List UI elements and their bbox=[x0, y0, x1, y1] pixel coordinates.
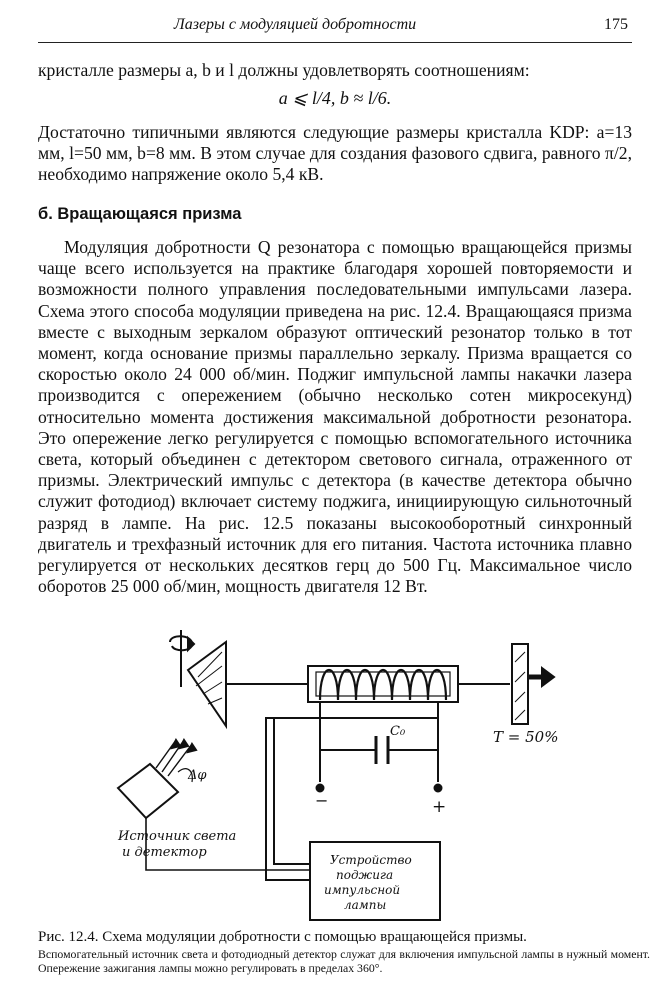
trigger-label-line1: Устройство bbox=[330, 853, 412, 867]
minus-label: − bbox=[315, 791, 329, 810]
plus-label: + bbox=[432, 797, 447, 817]
transmission-label: T = 50% bbox=[493, 728, 559, 746]
running-title: Лазеры с модуляцией добротности bbox=[173, 16, 417, 33]
ray-arrow-icon bbox=[172, 740, 180, 748]
trigger-label-line4: лампы bbox=[344, 898, 387, 912]
figure-caption: Рис. 12.4. Схема модуляции добротности с помощью вращающейся призмы. bbox=[38, 929, 527, 945]
rotation-arrowhead-icon bbox=[188, 638, 194, 650]
trigger-label-line2: поджига bbox=[336, 868, 394, 882]
formula: a ⩽ l/4, b ≈ l/6. bbox=[278, 88, 392, 108]
page-number: 175 bbox=[604, 16, 628, 33]
output-mirror bbox=[512, 644, 528, 724]
ray-arrow-icon bbox=[188, 744, 196, 752]
source-label-line2: и детектор bbox=[122, 845, 207, 860]
ray-arrow-icon bbox=[180, 740, 188, 748]
paragraph-1: кристалле размеры a, b и l должны удовлетворять соотношениям: bbox=[38, 60, 530, 80]
paragraph-3: Модуляция добротности Q резонатора с помощью вращающейся призмы чаще всего используется на практике благодаря хорошей повторяемости и возможности полного управления последовательными импульсами лазера. Схема этого способа модуляции приведена на рис. 12.4. Вращающаяся призма вместе с выходным зеркалом образуют оптический резонатор только в тот момент, когда основание призмы параллельно зеркалу. Призма вращается со скоростью около 24 000 об/мин. Поджиг импульсной лампы накачки лазера производится с опережением (обычно несколько сотен микросекунд) относительно момента достижения максимальной добротности резонатора. Это опережение легко регулируется с помощью вспомогательного источника света, который объединен с детектором светового сигнала, отраженного от призмы. Электрический импульс с детектора (в качестве детектора обычно служит фотодиод) включает систему поджига, инициирующую сильноточный разряд в лампе. На рис. 12.5 показаны высокооборотный синхронный двигатель и трехфазный источник для его питания. Частота источника плавно регулируется от нескольких десятков герц до 500 Гц. Максимальное число оборотов 25 000 об/мин, мощность двигателя 12 Вт. bbox=[38, 237, 632, 597]
paragraph-2: Достаточно типичными являются следующие размеры кристалла KDP: a=13 мм, l=50 мм, b=8 мм. В этом случае для создания фазового сдвига, равного π/2, необходимо напряжение около 5,4 кВ. bbox=[38, 122, 632, 185]
angle-label: Δφ bbox=[188, 768, 207, 783]
terminal-plus bbox=[435, 785, 442, 792]
figure-caption-detail: Вспомогательный источник света и фотодиодный детектор служат для включения импульсной лампы в нужный момент. Опережение зажигания лампы можно регулировать в пределах 360°. bbox=[38, 947, 650, 975]
page-header bbox=[38, 14, 632, 43]
detector-signal-line bbox=[146, 818, 310, 870]
output-arrow-icon bbox=[542, 668, 554, 686]
trigger-label-line3: импульсной bbox=[324, 883, 401, 897]
light-source-detector bbox=[118, 764, 178, 818]
trigger-lead-right bbox=[274, 702, 438, 864]
source-label-line1: Источник света bbox=[118, 829, 237, 844]
section-heading: б. Вращающаяся призма bbox=[38, 205, 242, 223]
rotating-prism bbox=[188, 642, 226, 726]
capacitor-label: C₀ bbox=[390, 724, 406, 739]
figure-12-4 bbox=[38, 622, 638, 927]
